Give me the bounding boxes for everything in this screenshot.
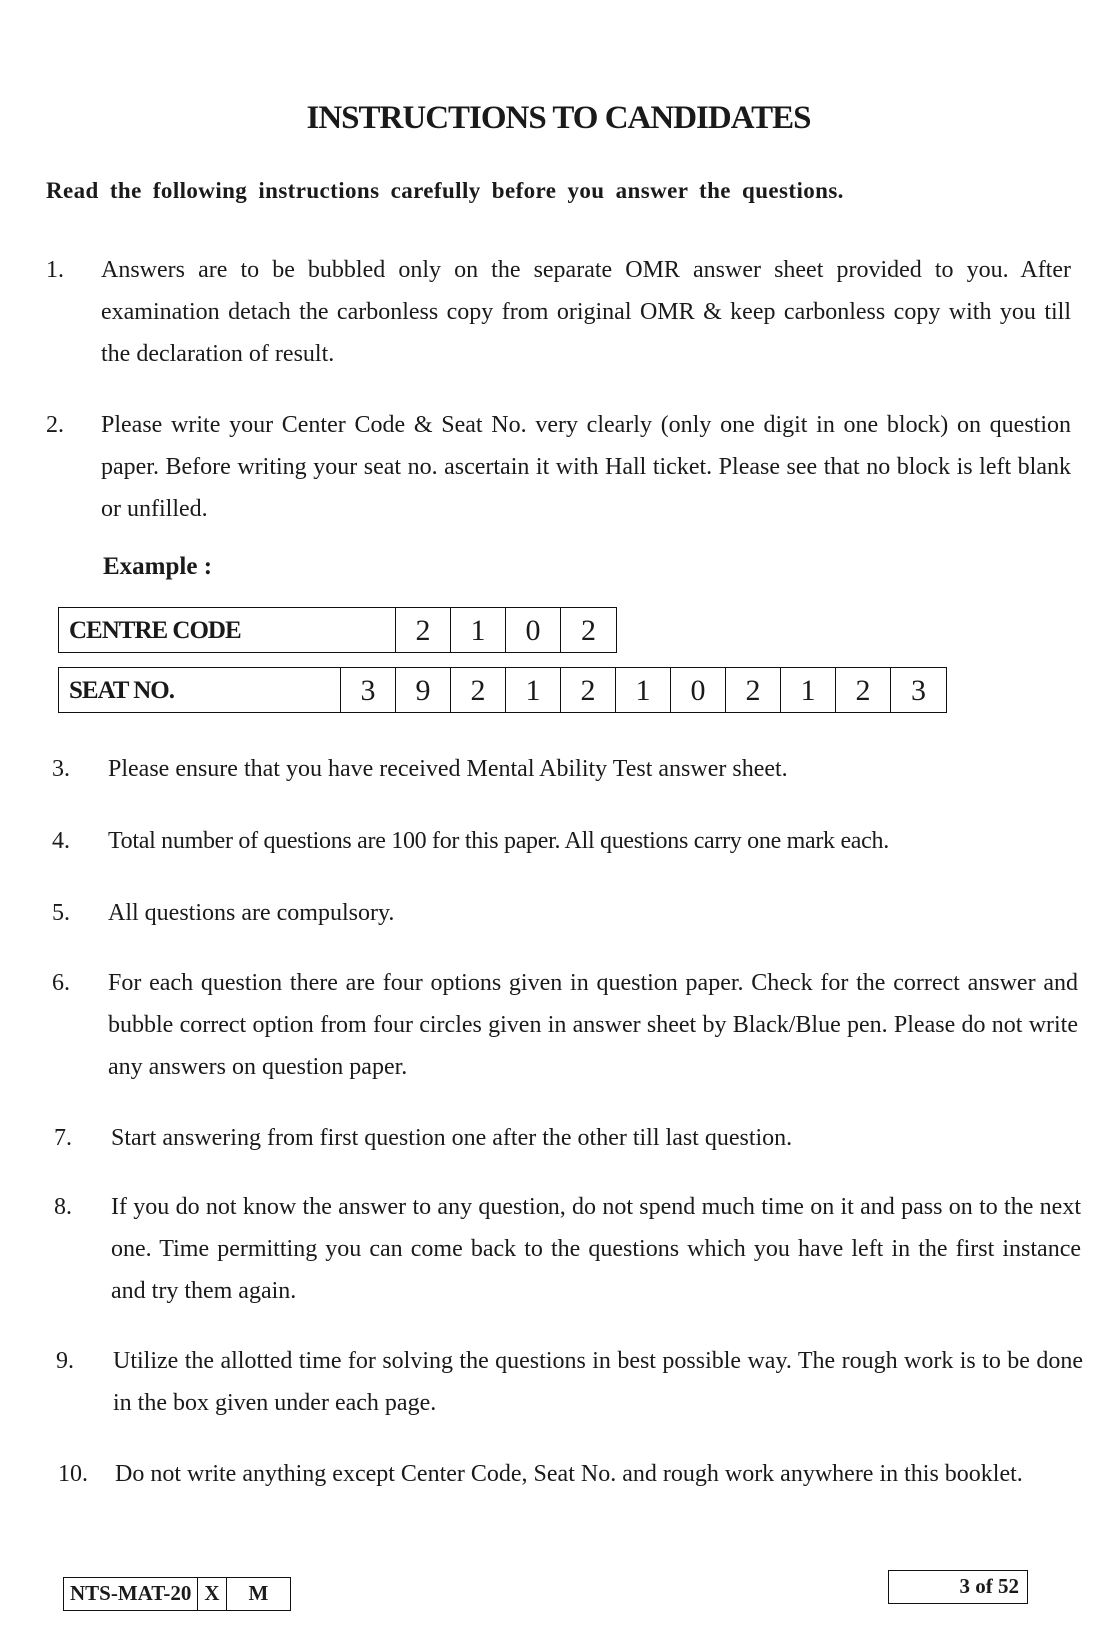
item-number: 8.	[54, 1194, 72, 1220]
seat-no-digit: 9	[396, 668, 451, 712]
paper-language: X	[198, 1578, 226, 1610]
centre-code-row	[58, 607, 617, 653]
item-number: 1.	[46, 257, 64, 283]
item-text: Start answering from first question one after the other till last question.	[111, 1125, 793, 1151]
item-number: 7.	[54, 1125, 72, 1151]
seat-no-digit: 2	[451, 668, 506, 712]
seat-no-digit: 2	[726, 668, 781, 712]
page-title: INSTRUCTIONS TO CANDIDATES	[306, 100, 811, 136]
centre-code-digit: 1	[451, 608, 506, 652]
centre-code-digit: 0	[506, 608, 561, 652]
centre-code-label: CENTRE CODE	[59, 608, 396, 652]
instruction-item-1	[46, 249, 1071, 379]
item-text: If you do not know the answer to any question, do not spend much time on it and pass on to the next one. Time permitting you can come back to the questions which you have left in the first instance and try them again.	[111, 1194, 1081, 1304]
item-number: 5.	[52, 900, 70, 926]
seat-no-label: SEAT NO.	[59, 668, 341, 712]
item-number: 4.	[52, 828, 70, 854]
item-number: 2.	[46, 412, 64, 438]
seat-no-digit: 3	[911, 674, 926, 707]
instruction-item-3	[52, 748, 1052, 792]
centre-code-digit: 2	[396, 608, 451, 652]
item-text: Total number of questions are 100 for this paper. All questions carry one mark each.	[108, 828, 889, 854]
instruction-item-5	[52, 892, 1052, 936]
intro-instruction: Read the following instructions carefully before you answer the questions.	[46, 178, 844, 203]
example-label: Example :	[103, 553, 213, 580]
instruction-item-2	[46, 404, 1071, 534]
seat-no-digit: 0	[671, 668, 726, 712]
item-text: Answers are to be bubbled only on the separate OMR answer sheet provided to you. After examination detach the carbonless copy from original OMR & keep carbonless copy with you till the declaration of result.	[101, 257, 1071, 367]
seat-no-digit: 2	[561, 668, 616, 712]
item-text: Utilize the allotted time for solving the questions in best possible way. The rough work is to be done in the box given under each page.	[113, 1348, 1083, 1416]
seat-no-digit: 1	[616, 668, 671, 712]
instruction-item-6	[52, 962, 1078, 1092]
instruction-item-4	[52, 820, 1062, 864]
instruction-item-7	[54, 1117, 1054, 1161]
seat-no-digit: 1	[506, 668, 561, 712]
item-text: Please ensure that you have received Mental Ability Test answer sheet.	[108, 756, 788, 782]
item-number: 3.	[52, 756, 70, 782]
page-number: 3 of 52	[888, 1570, 1028, 1604]
paper-code-box	[63, 1577, 291, 1611]
instruction-item-9	[56, 1340, 1083, 1430]
item-number: 9.	[56, 1348, 74, 1374]
instruction-item-8	[54, 1186, 1081, 1316]
seat-no-digit: 1	[781, 668, 836, 712]
item-number: 6.	[52, 970, 70, 996]
paper-medium: M	[248, 1581, 269, 1605]
item-text: Please write your Center Code & Seat No. very clearly (only one digit in one block) on question paper. Before writing your seat no. ascertain it with Hall ticket. Please see that no block is left blank or unfilled.	[101, 412, 1071, 522]
centre-code-digit: 2	[581, 614, 596, 647]
seat-no-digit: 2	[836, 668, 891, 712]
instruction-item-10	[58, 1453, 1068, 1543]
item-text: All questions are compulsory.	[108, 900, 395, 926]
item-text: For each question there are four options given in question paper. Check for the correct answer and bubble correct option from four circles given in answer sheet by Black/Blue pen. Please do not write any answers on question paper.	[108, 970, 1078, 1080]
item-number: 10.	[58, 1461, 88, 1487]
item-text: Do not write anything except Center Code, Seat No. and rough work anywhere in this booklet.	[115, 1461, 1023, 1487]
paper-code: NTS-MAT-20	[64, 1578, 198, 1610]
seat-no-row	[58, 667, 947, 713]
seat-no-digit: 3	[341, 668, 396, 712]
